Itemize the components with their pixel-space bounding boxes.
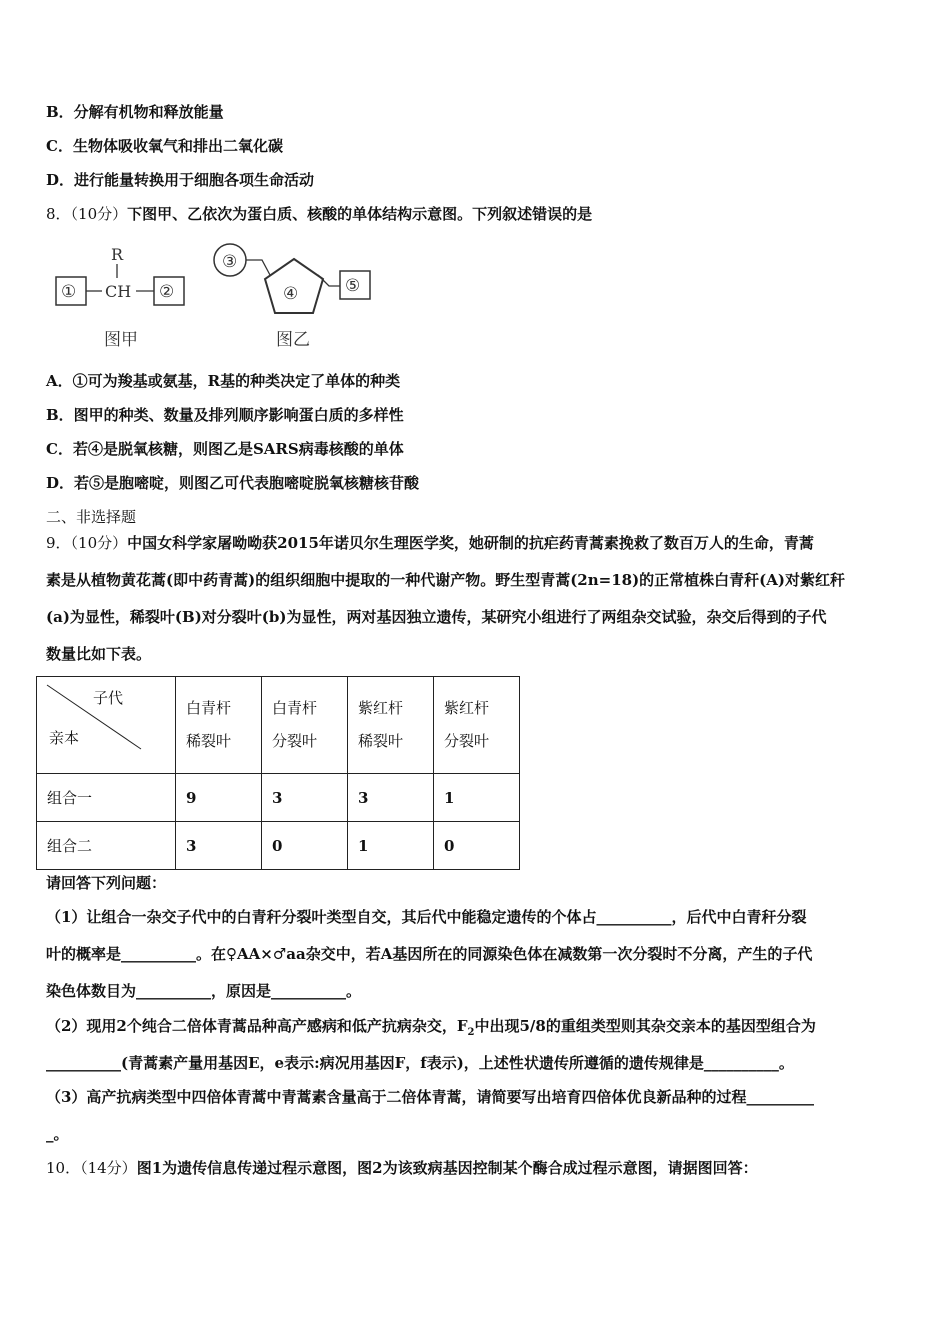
- question-8-stem: 下图甲、乙依次为蛋白质、核酸的单体结构示意图。下列叙述错误的是: [127, 205, 593, 223]
- header-3: 紫红杆 稀裂叶: [348, 677, 434, 774]
- question-9-line-3: (a)为显性，稀裂叶(B)对分裂叶(b)为显性，两对基因独立遗传，某研究小组进行了两组杂交试验，杂交后得到的子代: [46, 608, 827, 626]
- question-10: [46, 1158, 758, 1178]
- question-9-line-4: 数量比如下表。: [46, 645, 152, 663]
- q8-option-a: A．①可为羧基或氨基，R基的种类决定了单体的种类: [46, 372, 401, 390]
- q9-prompt: 请回答下列问题：: [46, 874, 167, 892]
- box-1-label: ①: [61, 282, 77, 302]
- figure-yi-caption: 图乙: [276, 330, 310, 350]
- q9-sub2-line1: （2）现用2个纯合二倍体青蒿品种高产感病和低产抗病杂交，$F_2$中出现5/8的重组类型则其杂交亲本的基因型组合为: [46, 1017, 816, 1038]
- box-2-label: ②: [159, 282, 175, 302]
- question-9-number: 9．（10分）: [46, 534, 128, 552]
- question-9-line-2: 素是从植物黄花蒿(即中药青蒿)的组织细胞中提取的一种代谢产物。野生型青蒿(2n=18)的正常植株白青秆(A)对紫红秆: [46, 571, 846, 589]
- header-1: 白青杆 稀裂叶: [176, 677, 262, 774]
- q9-sub3-line1: （3）高产抗病类型中四倍体青蒿中青蒿素含量高于二倍体青蒿，请简要写出培育四倍体优良新品种的过程_________: [46, 1088, 814, 1106]
- box-5-label: ⑤: [345, 276, 361, 296]
- question-8-number: 8．（10分）: [46, 205, 128, 223]
- table-corner: 子代 亲本: [37, 677, 176, 774]
- r-group-label: R: [111, 245, 124, 264]
- q9-sub1-line3: 染色体数目为__________，原因是__________。: [46, 982, 362, 1000]
- option-d-prev: D．进行能量转换用于细胞各项生命活动: [46, 171, 315, 189]
- q9-sub1-line1: （1）让组合一杂交子代中的白青秆分裂叶类型自交，其后代中能稳定遗传的个体占__________，后代中白青秆分裂: [46, 908, 807, 926]
- circle-3-label: ③: [222, 252, 238, 272]
- figure-jia-caption: 图甲: [104, 330, 138, 350]
- option-b-prev: B．分解有机物和释放能量: [46, 103, 224, 121]
- monomer-structure-figure: [48, 238, 388, 354]
- q8-option-d: D．若⑤是胞嘧啶，则图乙可代表胞嘧啶脱氧核糖核苷酸: [46, 474, 420, 492]
- q9-sub1-line2: 叶的概率是__________。在♀AA×♂aa杂交中，若A基因所在的同源染色体在减数第一次分裂时不分离，产生的子代: [46, 945, 813, 963]
- q9-sub2-line2: __________(青蒿素产量用基因E，e表示:病况用基因F，f表示)，上述性状遗传所遵循的遗传规律是__________。: [46, 1054, 794, 1072]
- question-8: [46, 204, 592, 224]
- question-10-stem: 图1为遗传信息传递过程示意图，图2为该致病基因控制某个酶合成过程示意图，请据图回答：: [136, 1159, 758, 1177]
- option-c-prev: C．生物体吸收氧气和排出二氧化碳: [46, 137, 283, 155]
- q8-option-c: C．若④是脱氧核糖，则图乙是SARS病毒核酸的单体: [46, 440, 404, 458]
- cross-results-table: [36, 676, 520, 870]
- section-heading: 二、非选择题: [46, 508, 137, 526]
- header-4: 紫红杆 分裂叶: [434, 677, 520, 774]
- q8-option-b: B．图甲的种类、数量及排列顺序影响蛋白质的多样性: [46, 406, 404, 424]
- header-2: 白青杆 分裂叶: [262, 677, 348, 774]
- table-row: 组合二 3 0 1 0: [37, 822, 520, 870]
- table-row: 组合一 9 3 3 1: [37, 774, 520, 822]
- question-10-number: 10．（14分）: [46, 1159, 137, 1177]
- pentagon-4-label: ④: [283, 284, 299, 304]
- question-9-line-1: 9．（10分）中国女科学家屠呦呦获2015年诺贝尔生理医学奖，她研制的抗疟药青蒿素挽救了数百万人的生命，青蒿: [46, 534, 814, 552]
- ch-label: CH: [105, 282, 132, 301]
- q9-sub3-line2: _。: [46, 1125, 69, 1143]
